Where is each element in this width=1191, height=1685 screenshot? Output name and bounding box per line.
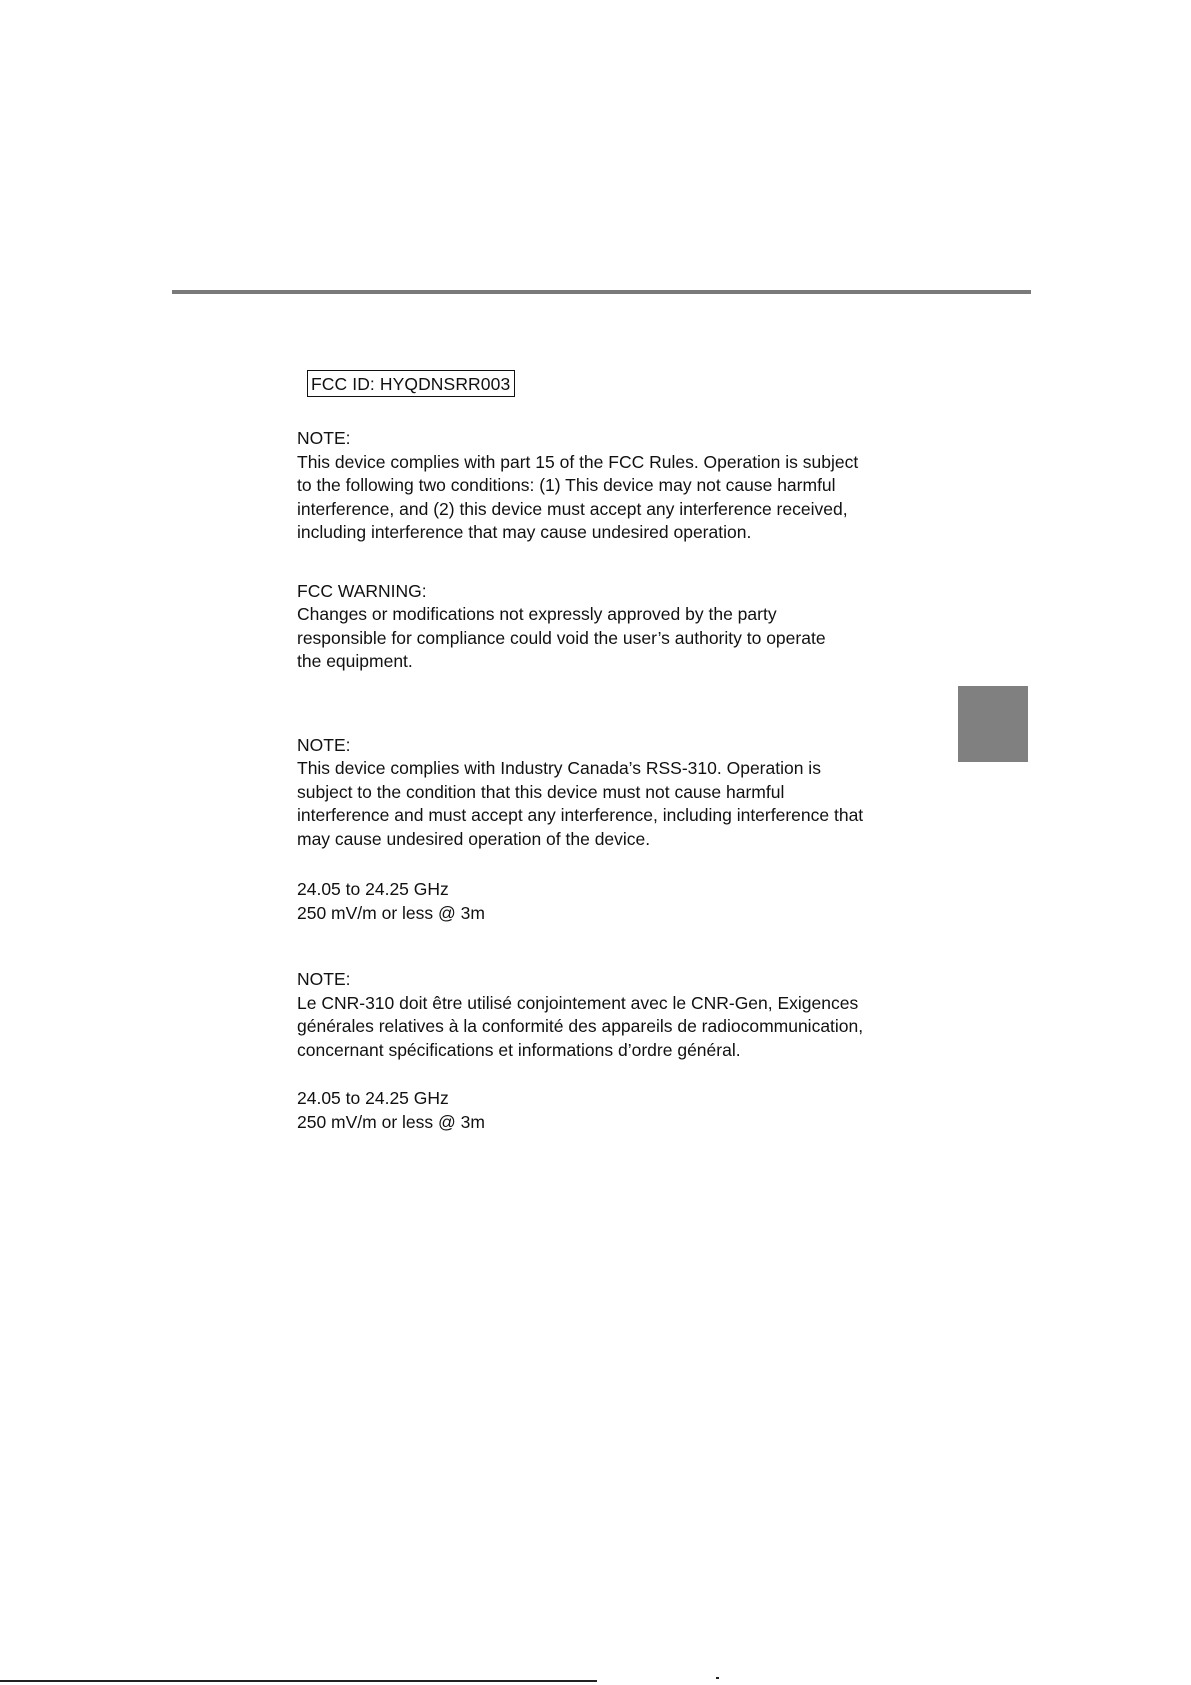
fcc-note-heading: NOTE: <box>297 428 351 448</box>
fcc-id-label: FCC ID: HYQDNSRR003 <box>307 370 515 397</box>
fcc-warning-heading: FCC WARNING: <box>297 580 427 601</box>
spec-en-section <box>297 878 937 925</box>
footer-divider <box>0 1680 597 1682</box>
footer-mark <box>716 1677 719 1679</box>
ic-note-line: interference and must accept any interference, including interference that <box>297 805 864 825</box>
fcc-warning-section <box>297 580 937 674</box>
regulatory-content <box>297 370 937 1134</box>
fcc-warning-line: Changes or modifications not expressly approved by the party <box>297 604 777 624</box>
section-thumb-tab <box>958 686 1028 762</box>
fcc-note-section <box>297 427 937 545</box>
ic-note-heading: NOTE: <box>297 734 351 755</box>
ic-note-line: may cause undesired operation of the device. <box>297 828 651 849</box>
fr-note-section <box>297 968 937 1062</box>
ic-note-section <box>297 734 937 852</box>
fr-note-heading: NOTE: <box>297 969 351 989</box>
fcc-warning-line: the equipment. <box>297 651 413 671</box>
fcc-note-line: interference, and (2) this device must accept any interference received, <box>297 498 848 519</box>
field-strength: 250 mV/m or less @ 3m <box>297 1111 485 1132</box>
fcc-warning-line: responsible for compliance could void the user’s authority to operate <box>297 627 826 648</box>
ic-note-line: subject to the condition that this device must not cause harmful <box>297 781 785 802</box>
fr-note-line: Le CNR-310 doit être utilisé conjointement avec le CNR-Gen, Exigences <box>297 992 859 1013</box>
ic-note-line: This device complies with Industry Canada’s RSS-310. Operation is <box>297 758 821 778</box>
header-divider <box>172 290 1031 294</box>
frequency-range: 24.05 to 24.25 GHz <box>297 879 449 899</box>
spec-fr-section <box>297 1087 937 1134</box>
fcc-note-line: This device complies with part 15 of the FCC Rules. Operation is subject <box>297 451 859 472</box>
fr-note-line: générales relatives à la conformité des appareils de radiocommunication, <box>297 1016 864 1036</box>
frequency-range: 24.05 to 24.25 GHz <box>297 1088 449 1108</box>
fcc-note-line: including interference that may cause undesired operation. <box>297 522 752 542</box>
field-strength: 250 mV/m or less @ 3m <box>297 902 485 923</box>
fcc-note-line: to the following two conditions: (1) This device may not cause harmful <box>297 475 836 495</box>
fr-note-line: concernant spécifications et informations d’ordre général. <box>297 1039 741 1060</box>
